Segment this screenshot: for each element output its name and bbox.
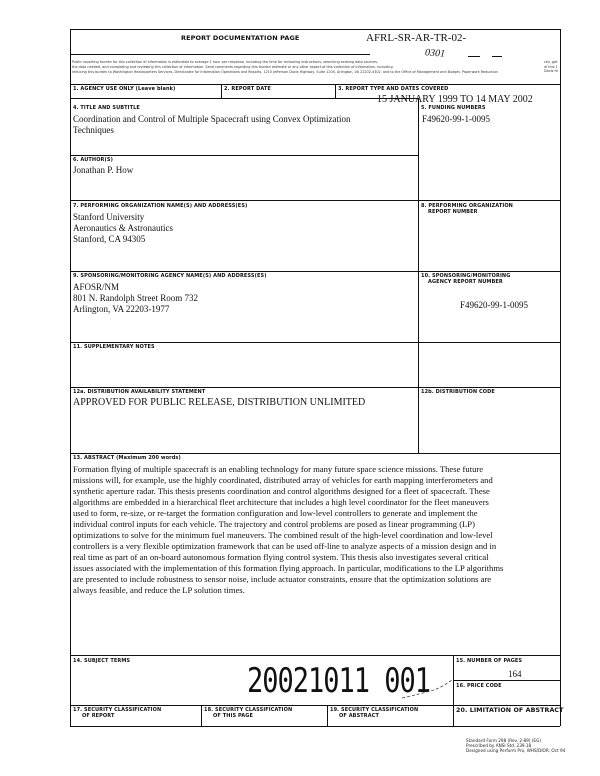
performing-line-2: Aeronautics & Astronautics <box>73 223 173 233</box>
title-line-2: Techniques <box>73 125 114 135</box>
footer-line-3: Designed using Perform Pro, WHS/DIOR, Oct 94 <box>466 748 566 753</box>
frame-top <box>70 29 560 30</box>
footer-line-1: Standard Form 298 (Rev. 2-89) (EG) <box>466 738 541 743</box>
report-date-label: 2. REPORT DATE <box>224 86 271 92</box>
scribble-mark <box>400 678 454 700</box>
abstract-line: always feasible, and reduce the LP solution times. <box>73 585 245 595</box>
barcode-number: 20021011 001 <box>247 662 431 701</box>
performing-report-label-1: 8. PERFORMING ORGANIZATION <box>421 203 513 209</box>
abstract-line: issues associated with the implementation of this formation flying approach. In particular, modifications to the LP algorithms <box>73 563 504 573</box>
security-19-line-1: 19. SECURITY CLASSIFICATION <box>330 707 419 713</box>
security-div-1 <box>201 705 202 726</box>
agency-use-label: 1. AGENCY USE ONLY (Leave blank) <box>73 86 176 92</box>
frame-bottom <box>70 726 560 727</box>
footer-line-2: Prescribed by ANSI Std. 239.18 <box>466 743 532 748</box>
dash-mark-1 <box>468 56 480 57</box>
abstract-line: used to form, re-size, or re-target the formation configuration and low-level controllers to generate and implement the <box>73 508 478 518</box>
report-type-value: 15 JANUARY 1999 TO 14 MAY 2002 <box>377 94 533 105</box>
abstract-line: are presented to include robustness to sensor noise, include actuator constraints, ensure that the optimization solutions are <box>73 574 492 584</box>
row1-div-1 <box>221 84 222 98</box>
subject-label: 14. SUBJECT TERMS <box>73 658 131 664</box>
subject-top <box>70 655 560 656</box>
distribution-value: APPROVED FOR PUBLIC RELEASE, DISTRIBUTION UNLIMITED <box>73 397 366 408</box>
performing-top <box>70 200 560 201</box>
abstract-top <box>70 453 560 454</box>
burden-rule <box>70 54 370 55</box>
report-type-label: 3. REPORT TYPE AND DATES COVERED <box>338 86 449 92</box>
burden-line-1: Public reporting burden for this collection of information is estimated to average 1 hour per response, including the time for reviewing instructions, searching existing data sources, <box>72 60 378 64</box>
funding-value: F49620-99-1-0095 <box>422 114 490 124</box>
limitation-label: 20. LIMITATION OF ABSTRACT <box>456 707 564 714</box>
handwritten-number: 0301 <box>424 47 446 60</box>
authors-value: Jonathan P. How <box>73 165 134 175</box>
price-label: 16. PRICE CODE <box>456 683 502 689</box>
sponsoring-report-label-1: 10. SPONSORING/MONITORING <box>421 273 511 279</box>
row1-top <box>70 84 560 85</box>
abstract-line: Formation flying of multiple spacecraft is an enabling technology for many future space science missions. These future <box>73 464 484 474</box>
row1-div-2 <box>335 84 336 98</box>
sponsoring-top <box>70 271 560 272</box>
supplementary-label: 11. SUPPLEMENTARY NOTES <box>73 344 155 350</box>
frame-right <box>560 29 561 726</box>
pages-value: 164 <box>508 669 522 679</box>
abstract-line: optimizations to solve for the minimum fuel maneuvers. The combined result of the high-level coordination and low-level <box>73 530 493 540</box>
security-div-2 <box>327 705 328 726</box>
abstract-line: algorithms are embedded in a hierarchical fleet architecture that includes a high level coordinator for the fleet maneuvers <box>73 497 489 507</box>
sponsoring-report-label-2: AGENCY REPORT NUMBER <box>428 279 503 285</box>
security-17-line-2: OF REPORT <box>82 713 115 719</box>
security-18-line-1: 18. SECURITY CLASSIFICATION <box>204 707 293 713</box>
security-17-line-1: 17. SECURITY CLASSIFICATION <box>73 707 162 713</box>
abstract-body <box>73 464 557 596</box>
sponsoring-line-3: Arlington, VA 22203-1977 <box>73 304 170 314</box>
sponsoring-line-1: AFOSR/NM <box>73 282 120 292</box>
burden-line-3: reducing this burden to Washington Headquarters Services, Directorate for Information Operations and Reports, 1215 Jefferson Davis Highway, Suite 1204, Arlington, VA 22202-4302, and to the Office of Management and Budget, Paperwork Reduction <box>72 70 498 74</box>
form-title: REPORT DOCUMENTATION PAGE <box>181 34 300 42</box>
security-19-line-2: OF ABSTRACT <box>339 713 379 719</box>
pages-label: 15. NUMBER OF PAGES <box>456 658 523 664</box>
distribution-label: 12a. DISTRIBUTION AVAILABILITY STATEMENT <box>73 389 206 395</box>
dash-mark-2 <box>492 56 502 57</box>
price-top <box>453 680 560 681</box>
title-line-1: Coordination and Control of Multiple Spacecraft using Convex Optimization <box>73 114 351 124</box>
sponsoring-line-2: 801 N. Randolph Street Room 732 <box>73 293 198 303</box>
title-label: 4. TITLE AND SUBTITLE <box>73 105 140 111</box>
sponsoring-report-value: F49620-99-1-0095 <box>460 300 528 310</box>
side-note: ces, gat of this 1 Davis Hi <box>544 60 558 74</box>
performing-label: 7. PERFORMING ORGANIZATION NAME(S) AND ADDRESS(ES) <box>73 203 248 209</box>
abstract-line: real time as part of an on-board autonomous formation flying control system. This thesis also investigates several critical <box>73 552 489 562</box>
security-18-line-2: OF THIS PAGE <box>213 713 253 719</box>
row1-bottom <box>70 98 418 99</box>
abstract-line: individual control inputs for each vehicle. The trajectory and control problems are posed as linear programming (LP) <box>73 519 475 529</box>
performing-line-3: Stanford, CA 94305 <box>73 234 146 244</box>
right-column-divider <box>418 98 419 453</box>
authors-label: 6. AUTHOR(S) <box>73 157 113 163</box>
afrl-stamp: AFRL-SR-AR-TR-02- <box>366 32 467 44</box>
performing-line-1: Stanford University <box>73 212 145 222</box>
sponsoring-label: 9. SPONSORING/MONITORING AGENCY NAME(S) AND ADDRESS(ES) <box>73 273 267 279</box>
security-top <box>70 705 560 706</box>
abstract-label: 13. ABSTRACT (Maximum 200 words) <box>73 455 181 461</box>
performing-report-label-2: REPORT NUMBER <box>428 209 478 215</box>
security-div-3 <box>453 705 454 726</box>
supplementary-top <box>70 342 560 343</box>
abstract-line: controllers is a very flexible optimization framework that can be used off-line to analyze aspects of a mission design and in <box>73 541 497 551</box>
funding-label: 5. FUNDING NUMBERS <box>421 105 486 111</box>
abstract-line: missions will, for example, use the highly coordinated, distributed array of vehicles for earth mapping interferometers and <box>73 475 493 485</box>
abstract-line: synthetic aperture radar. This thesis presents coordination and control algorithms designed for a fleet of spacecraft. These <box>73 486 490 496</box>
frame-left <box>70 29 71 726</box>
authors-top <box>70 155 418 156</box>
distribution-top <box>70 387 560 388</box>
distribution-code-label: 12b. DISTRIBUTION CODE <box>421 389 495 395</box>
burden-line-2: the data needed, and completing and reviewing this collection of information. Send comments regarding this burden estimate or any other aspect of this collection of information, including <box>72 65 393 69</box>
